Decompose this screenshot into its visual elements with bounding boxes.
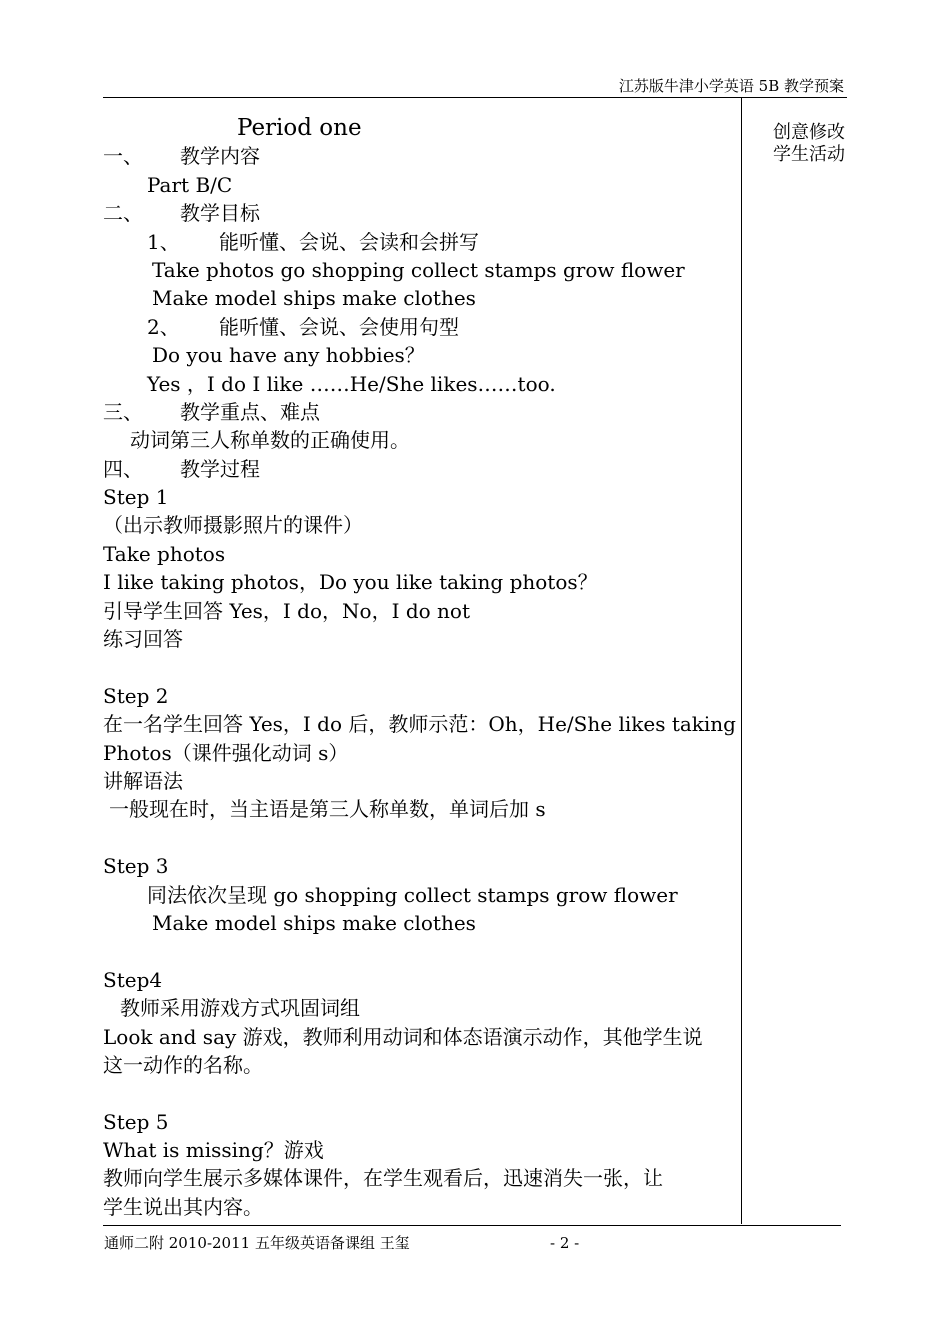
blank-line <box>103 937 735 965</box>
step-line: 一般现在时，当主语是第三人称单数，单词后加 s <box>109 797 546 822</box>
section-content: 动词第三人称单数的正确使用。 <box>130 428 410 453</box>
sentence-pattern: Yes ，I do I like ……He/She likes……too. <box>147 371 556 396</box>
step-line: （出示教师摄影照片的课件） <box>103 513 363 538</box>
step-line: 教师向学生展示多媒体课件，在学生观看后，迅速消失一张，让 <box>103 1166 663 1191</box>
step-line: 学生说出其内容。 <box>103 1194 263 1219</box>
section-heading <box>103 142 735 170</box>
step-line: 引导学生回答 Yes，I do，No，I do not <box>103 598 470 623</box>
footer-rule <box>103 1225 841 1226</box>
section-title: 教学过程 <box>180 456 260 481</box>
blank-line <box>103 653 735 681</box>
section-title: 教学重点、难点 <box>180 399 320 424</box>
vocab-line: Take photos go shopping collect stamps grow flower <box>152 257 685 282</box>
side-note <box>773 122 845 166</box>
section-number: 四、 <box>103 456 143 481</box>
header-rule <box>103 97 847 98</box>
step-line: 同法依次呈现 go shopping collect stamps grow flower <box>147 882 678 907</box>
step-line: I like taking photos，Do you like taking photos？ <box>103 570 598 595</box>
step-line: Photos（课件强化动词 s） <box>103 740 349 765</box>
section-title: 教学目标 <box>180 201 260 226</box>
side-note-line: 学生活动 <box>773 144 845 165</box>
column-divider <box>741 98 742 1224</box>
goal-text: 能听懂、会说、会读和会拼写 <box>219 229 479 254</box>
step-title: Step 2 <box>103 683 169 708</box>
section-title: 教学内容 <box>180 144 260 169</box>
sentence-pattern: Do you have any hobbies？ <box>152 343 425 368</box>
step-line: 在一名学生回答 Yes，I do 后，教师示范：Oh，He/She likes taking <box>103 712 736 737</box>
section-number: 三、 <box>103 399 143 424</box>
step-title: Step4 <box>103 967 163 992</box>
goal-text: 能听懂、会说、会使用句型 <box>219 314 459 339</box>
side-note-line: 创意修改 <box>773 122 845 143</box>
blank-line <box>103 824 735 852</box>
page-header: 江苏版牛津小学英语 5B 教学预案 <box>618 77 844 95</box>
step-title: Step 5 <box>103 1109 169 1134</box>
step-line: 这一动作的名称。 <box>103 1052 263 1077</box>
step-title: Step 1 <box>103 485 169 510</box>
step-title: Step 3 <box>103 854 169 879</box>
goal-item <box>103 228 735 256</box>
lesson-plan-body <box>103 114 735 1221</box>
step-line: Take photos <box>103 541 226 566</box>
blank-line <box>103 1079 735 1107</box>
goal-number: 1、 <box>147 229 180 254</box>
section-heading <box>103 199 735 227</box>
step-line: Make model ships make clothes <box>152 910 476 935</box>
section-content: Part B/C <box>147 172 233 197</box>
goal-item <box>103 313 735 341</box>
section-heading <box>103 455 735 483</box>
step-line: 练习回答 <box>103 627 183 652</box>
footer-text: 通师二附 2010-2011 五年级英语备课组 王玺 <box>104 1234 410 1252</box>
page-number: - 2 - <box>550 1234 580 1252</box>
vocab-line: Make model ships make clothes <box>152 286 476 311</box>
step-line: 讲解语法 <box>103 768 183 793</box>
section-number: 二、 <box>103 201 143 226</box>
step-line: 教师采用游戏方式巩固词组 <box>120 996 360 1021</box>
page-title: Period one <box>237 115 362 141</box>
step-line: What is missing？游戏 <box>103 1138 324 1163</box>
section-heading <box>103 398 735 426</box>
section-number: 一、 <box>103 144 143 169</box>
step-line: Look and say 游戏，教师利用动词和体态语演示动作，其他学生说 <box>103 1024 703 1049</box>
goal-number: 2、 <box>147 314 180 339</box>
